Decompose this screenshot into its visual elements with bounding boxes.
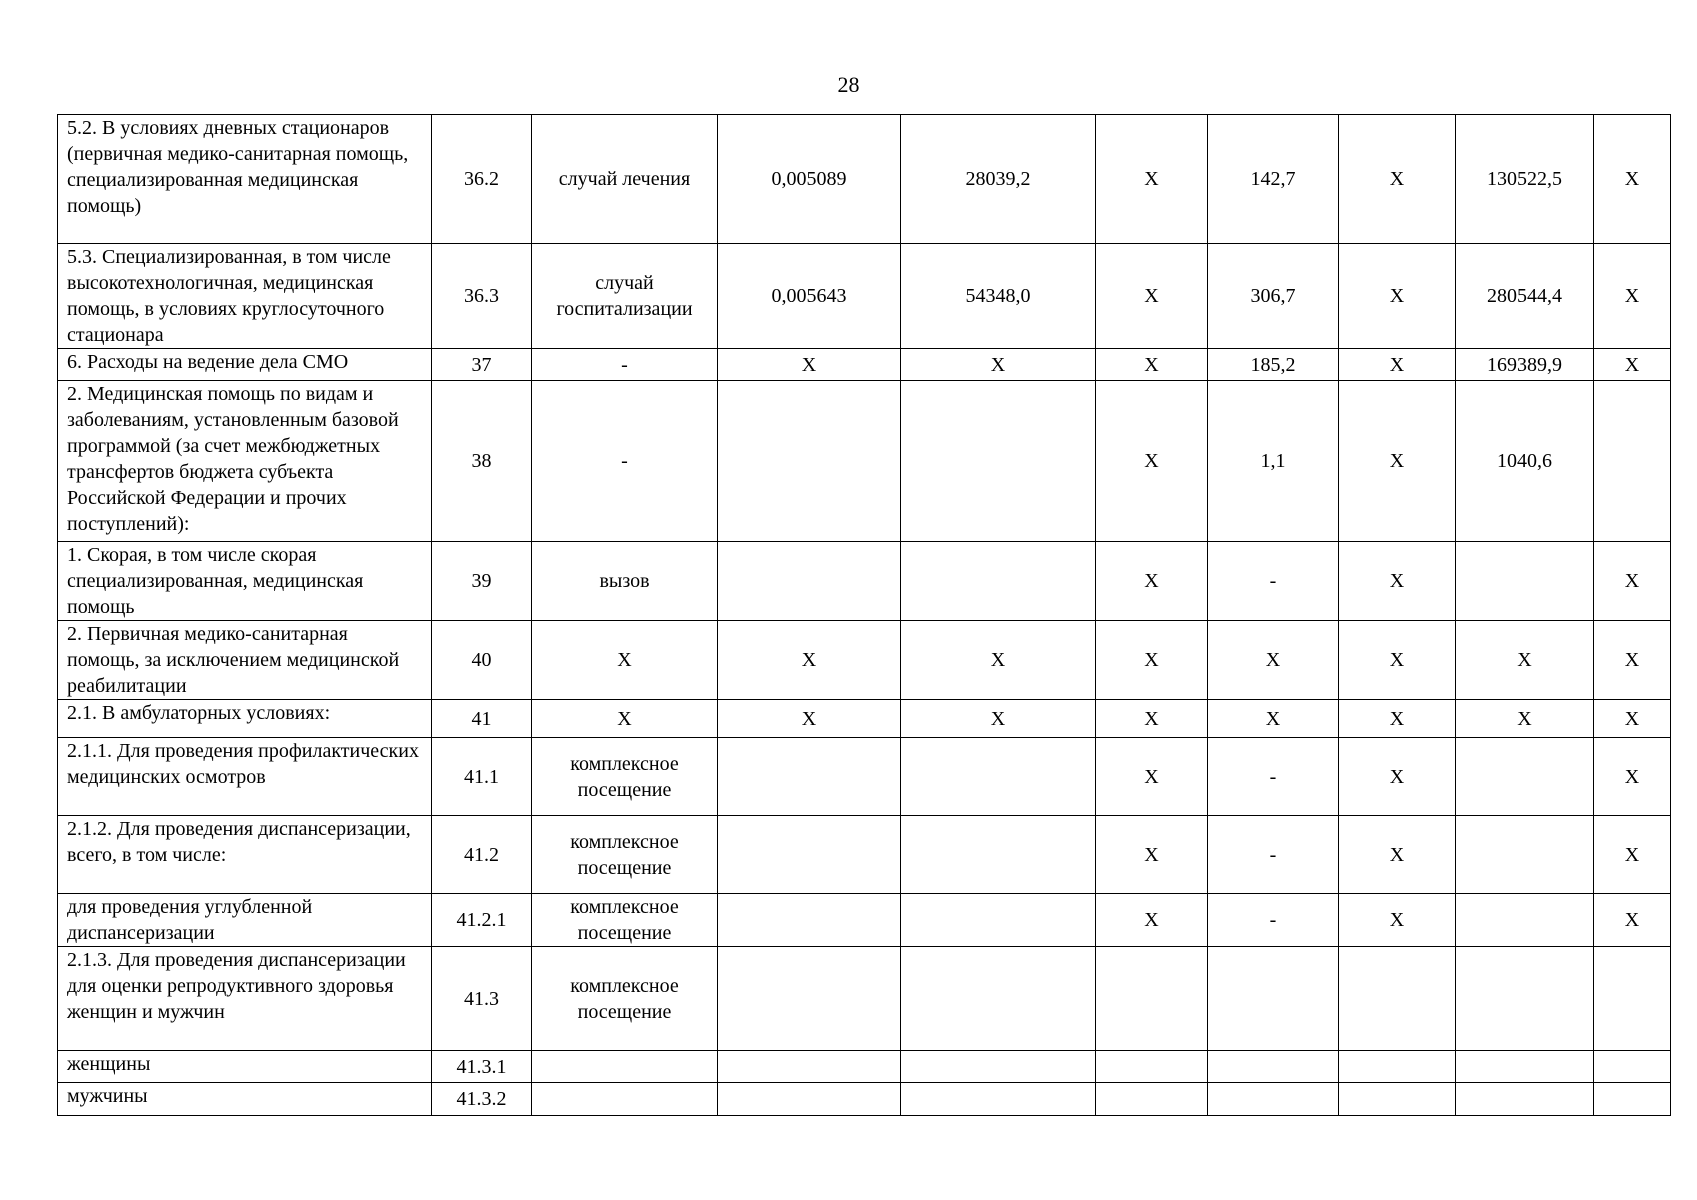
table-cell bbox=[1594, 1051, 1671, 1083]
table-cell: Х bbox=[1096, 115, 1208, 244]
table-cell bbox=[1339, 947, 1456, 1051]
table-cell: 169389,9 bbox=[1456, 349, 1594, 381]
table-cell: 280544,4 bbox=[1456, 244, 1594, 349]
table-cell: Х bbox=[718, 621, 901, 700]
table-cell: комплексное посещение bbox=[532, 816, 718, 894]
table-cell: Х bbox=[1339, 816, 1456, 894]
table-cell: Х bbox=[1339, 244, 1456, 349]
table-cell: Х bbox=[1096, 349, 1208, 381]
table-cell: 39 bbox=[432, 542, 532, 621]
table-cell bbox=[718, 816, 901, 894]
table-cell: Х bbox=[1594, 738, 1671, 816]
table-cell: Х bbox=[1594, 349, 1671, 381]
table-cell: 142,7 bbox=[1208, 115, 1339, 244]
table-cell bbox=[718, 894, 901, 947]
table-cell: 54348,0 bbox=[901, 244, 1096, 349]
table-cell: 40 bbox=[432, 621, 532, 700]
row-label-cell: 6. Расходы на ведение дела СМО bbox=[58, 349, 432, 381]
table-cell: Х bbox=[1594, 621, 1671, 700]
table-row bbox=[58, 816, 1671, 894]
table-cell: - bbox=[532, 349, 718, 381]
table-cell bbox=[1456, 738, 1594, 816]
table-cell: Х bbox=[532, 700, 718, 738]
row-label-cell: 2.1.3. Для проведения диспансеризации для оценки репродуктивного здоровья женщин и мужчин bbox=[58, 947, 432, 1051]
table-cell: Х bbox=[1096, 738, 1208, 816]
table-cell bbox=[718, 381, 901, 542]
table-cell: вызов bbox=[532, 542, 718, 621]
table-cell bbox=[1208, 1083, 1339, 1116]
row-label-cell: 2.1.1. Для проведения профилактических медицинских осмотров bbox=[58, 738, 432, 816]
table-cell: 41.1 bbox=[432, 738, 532, 816]
row-label-cell: 2.1. В амбулаторных условиях: bbox=[58, 700, 432, 738]
table-cell bbox=[901, 381, 1096, 542]
table-cell bbox=[1339, 1083, 1456, 1116]
table-cell: Х bbox=[1208, 700, 1339, 738]
table-row bbox=[58, 738, 1671, 816]
page-number: 28 bbox=[837, 72, 860, 97]
table-cell: 36.3 bbox=[432, 244, 532, 349]
table-row bbox=[58, 700, 1671, 738]
table-cell: Х bbox=[901, 700, 1096, 738]
table-cell: 37 bbox=[432, 349, 532, 381]
table-cell bbox=[1456, 542, 1594, 621]
table-cell: Х bbox=[1096, 244, 1208, 349]
table-cell: Х bbox=[1339, 542, 1456, 621]
table-row bbox=[58, 542, 1671, 621]
table-cell bbox=[532, 1051, 718, 1083]
table-cell: Х bbox=[1096, 621, 1208, 700]
table-cell bbox=[1456, 894, 1594, 947]
table-cell: Х bbox=[1096, 816, 1208, 894]
table-cell: Х bbox=[1594, 244, 1671, 349]
table-row bbox=[58, 1051, 1671, 1083]
table-cell bbox=[1208, 947, 1339, 1051]
table-cell: комплексное посещение bbox=[532, 947, 718, 1051]
table-cell: комплексное посещение bbox=[532, 894, 718, 947]
table-cell bbox=[1096, 1083, 1208, 1116]
table-cell bbox=[718, 947, 901, 1051]
table-cell: 185,2 bbox=[1208, 349, 1339, 381]
table-cell: Х bbox=[1594, 542, 1671, 621]
table-cell: 0,005089 bbox=[718, 115, 901, 244]
table-row bbox=[58, 244, 1671, 349]
table-cell: 38 bbox=[432, 381, 532, 542]
table-cell: 41.3.2 bbox=[432, 1083, 532, 1116]
table-row bbox=[58, 947, 1671, 1051]
table-cell: - bbox=[1208, 542, 1339, 621]
table-cell: - bbox=[1208, 816, 1339, 894]
table-cell bbox=[901, 738, 1096, 816]
table-cell bbox=[718, 738, 901, 816]
table-cell: - bbox=[532, 381, 718, 542]
table-cell bbox=[901, 542, 1096, 621]
table-cell: 1040,6 bbox=[1456, 381, 1594, 542]
table-cell bbox=[1456, 947, 1594, 1051]
table-cell: Х bbox=[1096, 700, 1208, 738]
row-label-cell: 2.1.2. Для проведения диспансеризации, всего, в том числе: bbox=[58, 816, 432, 894]
table-cell: 306,7 bbox=[1208, 244, 1339, 349]
table-cell: 130522,5 bbox=[1456, 115, 1594, 244]
table-cell: Х bbox=[532, 621, 718, 700]
table-cell: 1,1 bbox=[1208, 381, 1339, 542]
table-cell: 28039,2 bbox=[901, 115, 1096, 244]
table-cell: Х bbox=[1339, 115, 1456, 244]
table-cell: - bbox=[1208, 894, 1339, 947]
row-label-cell: женщины bbox=[58, 1051, 432, 1083]
table-cell: Х bbox=[901, 621, 1096, 700]
table-cell bbox=[1594, 381, 1671, 542]
data-table bbox=[57, 114, 1671, 1116]
table-cell: 41.2.1 bbox=[432, 894, 532, 947]
table-cell: 41.3 bbox=[432, 947, 532, 1051]
table-cell: Х bbox=[1339, 700, 1456, 738]
table-cell: Х bbox=[1594, 816, 1671, 894]
table-row bbox=[58, 894, 1671, 947]
table-cell: Х bbox=[718, 700, 901, 738]
table-cell bbox=[1456, 816, 1594, 894]
table-cell bbox=[532, 1083, 718, 1116]
table-cell bbox=[718, 1083, 901, 1116]
row-label-cell: для проведения углубленной диспансеризации bbox=[58, 894, 432, 947]
table-cell bbox=[901, 1083, 1096, 1116]
table-row bbox=[58, 349, 1671, 381]
table-cell: случай госпитализации bbox=[532, 244, 718, 349]
table-cell: Х bbox=[718, 349, 901, 381]
table-cell: 41.2 bbox=[432, 816, 532, 894]
table-cell: комплексное посещение bbox=[532, 738, 718, 816]
row-label-cell: 5.2. В условиях дневных стационаров (первичная медико-санитарная помощь, специализированная медицинская помощь) bbox=[58, 115, 432, 244]
table-cell bbox=[1339, 1051, 1456, 1083]
table-cell bbox=[718, 542, 901, 621]
table-cell: Х bbox=[1339, 738, 1456, 816]
row-label-cell: 5.3. Специализированная, в том числе высокотехнологичная, медицинская помощь, в условиях круглосуточного стационара bbox=[58, 244, 432, 349]
table-cell bbox=[901, 1051, 1096, 1083]
table-cell bbox=[901, 816, 1096, 894]
table-cell: Х bbox=[1456, 700, 1594, 738]
row-label-cell: 2. Медицинская помощь по видам и заболеваниям, установленным базовой программой (за счет межбюджетных трансфертов бюджета субъекта Российской Федерации и прочих поступлений): bbox=[58, 381, 432, 542]
table-cell: Х bbox=[1096, 542, 1208, 621]
table-cell: Х bbox=[1339, 621, 1456, 700]
table-row bbox=[58, 621, 1671, 700]
table-cell bbox=[718, 1051, 901, 1083]
table-body bbox=[58, 115, 1671, 1116]
table-cell: Х bbox=[1339, 894, 1456, 947]
table-cell: Х bbox=[1339, 381, 1456, 542]
table-row bbox=[58, 381, 1671, 542]
table-cell: Х bbox=[1096, 381, 1208, 542]
table-cell: 36.2 bbox=[432, 115, 532, 244]
table-cell bbox=[1456, 1083, 1594, 1116]
table-cell bbox=[901, 894, 1096, 947]
table-cell: 41.3.1 bbox=[432, 1051, 532, 1083]
table-cell bbox=[901, 947, 1096, 1051]
table-cell: Х bbox=[1208, 621, 1339, 700]
table-cell bbox=[1096, 1051, 1208, 1083]
table-cell: 0,005643 bbox=[718, 244, 901, 349]
row-label-cell: 2. Первичная медико-санитарная помощь, за исключением медицинской реабилитации bbox=[58, 621, 432, 700]
row-label-cell: 1. Скорая, в том числе скорая специализированная, медицинская помощь bbox=[58, 542, 432, 621]
table-cell: Х bbox=[1456, 621, 1594, 700]
table-cell: Х bbox=[1594, 894, 1671, 947]
table-cell: - bbox=[1208, 738, 1339, 816]
table-cell: Х bbox=[1594, 115, 1671, 244]
table-cell bbox=[1594, 1083, 1671, 1116]
table-cell: Х bbox=[1594, 700, 1671, 738]
table-cell bbox=[1208, 1051, 1339, 1083]
table-cell: Х bbox=[1339, 349, 1456, 381]
table-cell: Х bbox=[901, 349, 1096, 381]
table-cell: случай лечения bbox=[532, 115, 718, 244]
row-label-cell: мужчины bbox=[58, 1083, 432, 1116]
table-row bbox=[58, 115, 1671, 244]
table-row bbox=[58, 1083, 1671, 1116]
table-cell bbox=[1096, 947, 1208, 1051]
table-cell: 41 bbox=[432, 700, 532, 738]
table-cell bbox=[1594, 947, 1671, 1051]
table-cell bbox=[1456, 1051, 1594, 1083]
table-cell: Х bbox=[1096, 894, 1208, 947]
